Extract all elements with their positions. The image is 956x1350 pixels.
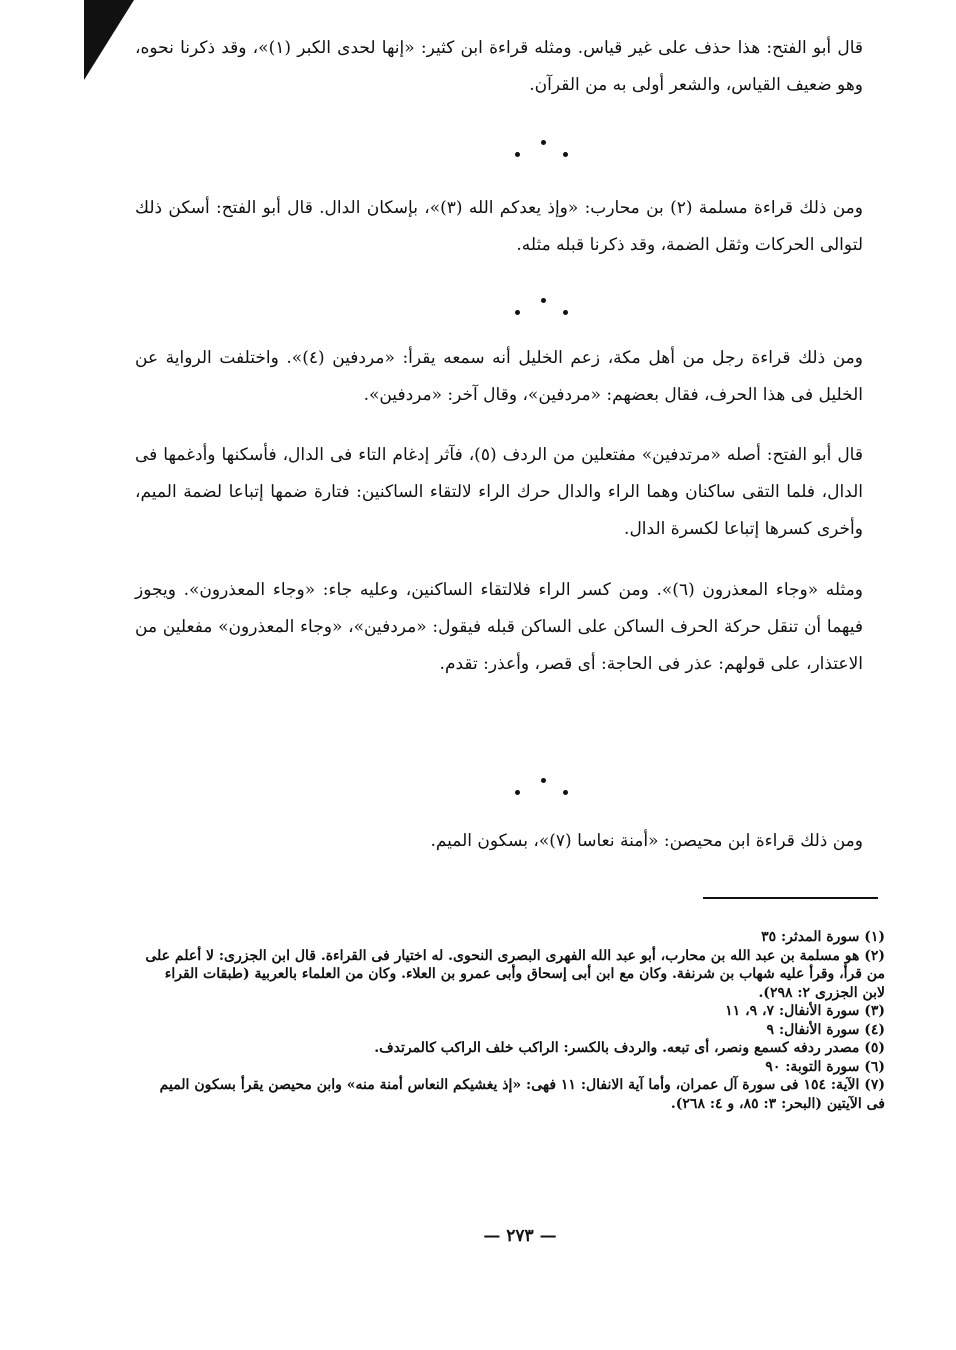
footnote-6: (٦) سورة التوبة: ٩٠ <box>765 1058 885 1075</box>
footnotes <box>140 928 885 1113</box>
page-number: — ٢٧٣ — <box>483 1226 557 1246</box>
paragraph-3: ومن ذلك قراءة رجل من أهل مكة، زعم الخليل أنه سمعه يقرأ: «مردفين (٤)». واختلفت الرواية عن الخليل فى هذا الحرف، فقال بعضهم: «مردفين»، وقال آخر: «مردفين». <box>135 348 863 405</box>
paragraph-2: ومن ذلك قراءة مسلمة (٢) بن محارب: «وإذ يعدكم الله (٣)»، بإسكان الدال. قال أبو الفتح: أسكن ذلك لتوالى الحركات وثقل الضمة، وقد ذكرنا قبله مثله. <box>135 198 863 255</box>
section-divider-3 <box>505 778 575 800</box>
footnote-2: (٢) هو مسلمة بن عبد الله بن محارب، أبو عبد الله الفهرى البصرى النحوى. له اختيار فى القراءة. قال ابن الجزرى: لا أعلم على من قرأ، وقرأ عليه شهاب بن شرنفة. وكان مع ابن أبى إسحاق وأبى عمرو بن العلاء. وكان من العلماء بالعربية (طبقات القراء لابن الجزرى ٢: ٢٩٨). <box>145 947 885 1001</box>
section-divider-1 <box>505 140 575 162</box>
paragraph-1: قال أبو الفتح: هذا حذف على غير قياس. ومثله قراءة ابن كثير: «إنها لحدى الكبر (١)»، وقد ذكرنا نحوه، وهو ضعيف القياس، والشعر أولى به من القرآن. <box>135 38 864 95</box>
page-corner-triangle <box>84 0 134 80</box>
footnote-separator <box>703 897 878 899</box>
paragraph-4: قال أبو الفتح: أصله «مرتدفين» مفتعلين من الردف (٥)، فآثر إدغام التاء فى الدال، فأسكنها وأدغمها فى الدال، فلما التقى ساكنان وهما الراء والدال حرك الراء لالتقاء الساكنين: فتارة ضمها إتباعا لضمة الميم، وأخرى كسرها إتباعا لكسرة الدال. <box>135 445 863 539</box>
footnote-3: (٣) سورة الأنفال: ٧، ٩، ١١ <box>725 1003 885 1019</box>
paragraph-6: ومن ذلك قراءة ابن محيصن: «أمنة نعاسا (٧)»، بسكون الميم. <box>430 831 863 851</box>
footnote-4: (٤) سورة الأنفال: ٩ <box>766 1021 885 1038</box>
paragraph-5: ومثله «وجاء المعذرون (٦)». ومن كسر الراء فلالتقاء الساكنين، وعليه جاء: «وجاء المعذرون». ويجوز فيهما أن تنقل حركة الحرف الساكن على الساكن قبله فيقول: «مردفين»، «وجاء المعذرون» مفعلين من الاعتذار، على قولهم: عذر فى الحاجة: أى قصر، وأعذر: تقدم. <box>135 580 863 674</box>
footnote-1: (١) سورة المدثر: ٣٥ <box>761 929 885 945</box>
footnote-5: (٥) مصدر ردفه كسمع ونصر، أى تبعه. والردف بالكسر: الراكب خلف الراكب كالمرتدف. <box>374 1040 885 1056</box>
section-divider-2 <box>505 298 575 320</box>
footnote-7: (٧) الآية: ١٥٤ فى سورة آل عمران، وأما آية الانفال: ١١ فهى: «إذ يغشيكم النعاس أمنة منه» وابن محيصن يقرأ بسكون الميم فى الآيتين (البحر: ٣: ٨٥، و ٤: ٢٦٨). <box>159 1077 885 1112</box>
